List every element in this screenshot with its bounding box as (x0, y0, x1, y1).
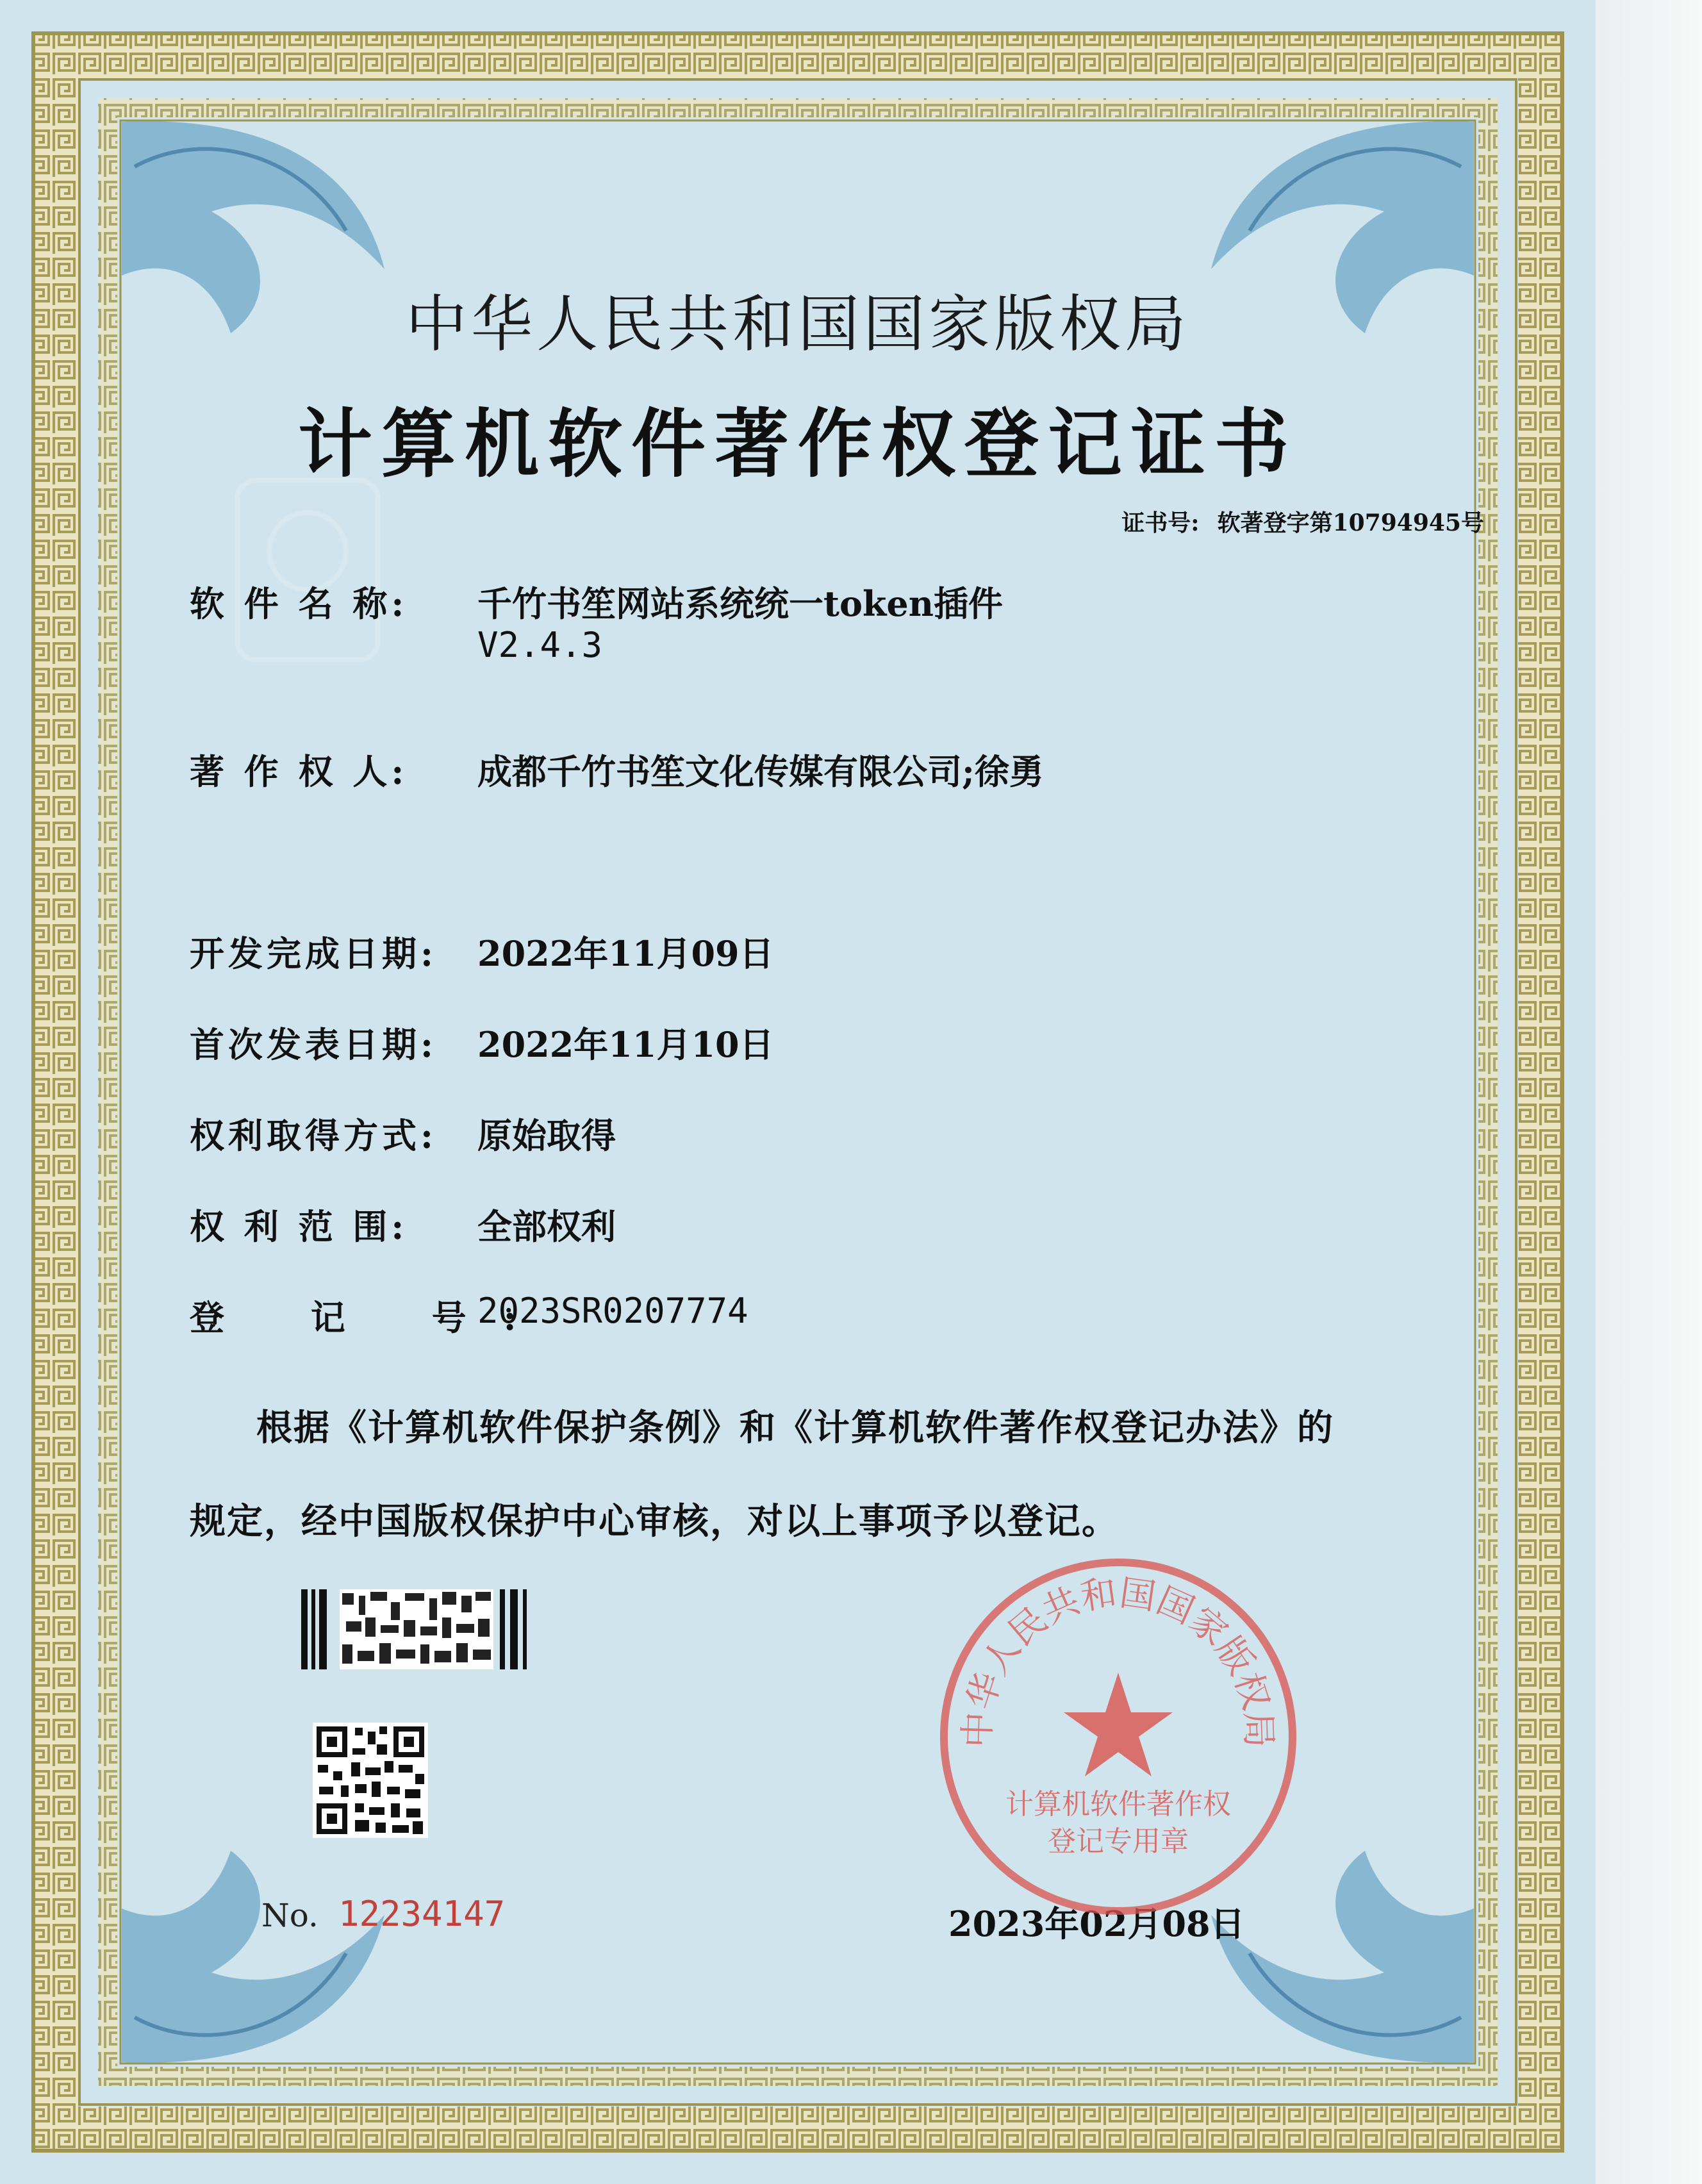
field-label-software-name: 软 件 名 称: (190, 583, 408, 624)
barcode (301, 1589, 532, 1669)
serial-number-value: 12234147 (338, 1894, 506, 1934)
field-label-registration-number: 登 记 号: (190, 1297, 554, 1338)
field-value-registration-number: 2023SR0207774 (477, 1291, 748, 1331)
field-value-software-name: 千竹书笙网站系统统一token插件 (477, 583, 1003, 624)
certificate-number (1121, 505, 1484, 538)
issue-date: 2023年02月08日 (948, 1903, 1245, 1944)
seal-outer-text: 中华人民共和国国家版权局 (957, 1572, 1280, 1749)
certificate-number-value: 软著登字第10794945号 (1217, 509, 1484, 536)
qr-code (313, 1723, 428, 1838)
field-value-completion-date: 2022年11月09日 (477, 933, 774, 974)
statement-line-2: 规定，经中国版权保护中心审核，对以上事项予以登记。 (190, 1500, 1119, 1543)
seal-star-icon (1064, 1673, 1173, 1776)
seal-inner-line-1: 计算机软件著作权 (1005, 1788, 1231, 1821)
issuer-title: 中华人民共和国国家版权局 (406, 288, 1190, 360)
statement-line-1: 根据《计算机软件保护条例》和《计算机软件著作权登记办法》的 (256, 1407, 1334, 1449)
certificate-number-label: 证书号: (1121, 509, 1200, 536)
serial-number-label: No. (261, 1897, 318, 1934)
field-label-copyright-owner: 著 作 权 人: (190, 751, 408, 792)
field-value-acquisition-method: 原始取得 (477, 1115, 616, 1156)
certificate-title: 计算机软件著作权登记证书 (298, 401, 1298, 488)
field-label-acquisition-method: 权利取得方式: (190, 1115, 437, 1156)
field-label-rights-scope: 权 利 范 围: (190, 1206, 408, 1247)
field-value-software-version: V2.4.3 (477, 625, 603, 665)
field-label-publication-date: 首次发表日期: (190, 1024, 437, 1065)
field-value-rights-scope: 全部权利 (477, 1206, 616, 1247)
field-value-publication-date: 2022年11月10日 (477, 1024, 774, 1065)
seal-inner-line-2: 登记专用章 (1048, 1825, 1189, 1858)
scan-margin (1596, 0, 1702, 2184)
official-seal (932, 1551, 1304, 1923)
field-value-copyright-owner: 成都千竹书笙文化传媒有限公司;徐勇 (477, 751, 1044, 792)
field-label-completion-date: 开发完成日期: (190, 933, 437, 974)
